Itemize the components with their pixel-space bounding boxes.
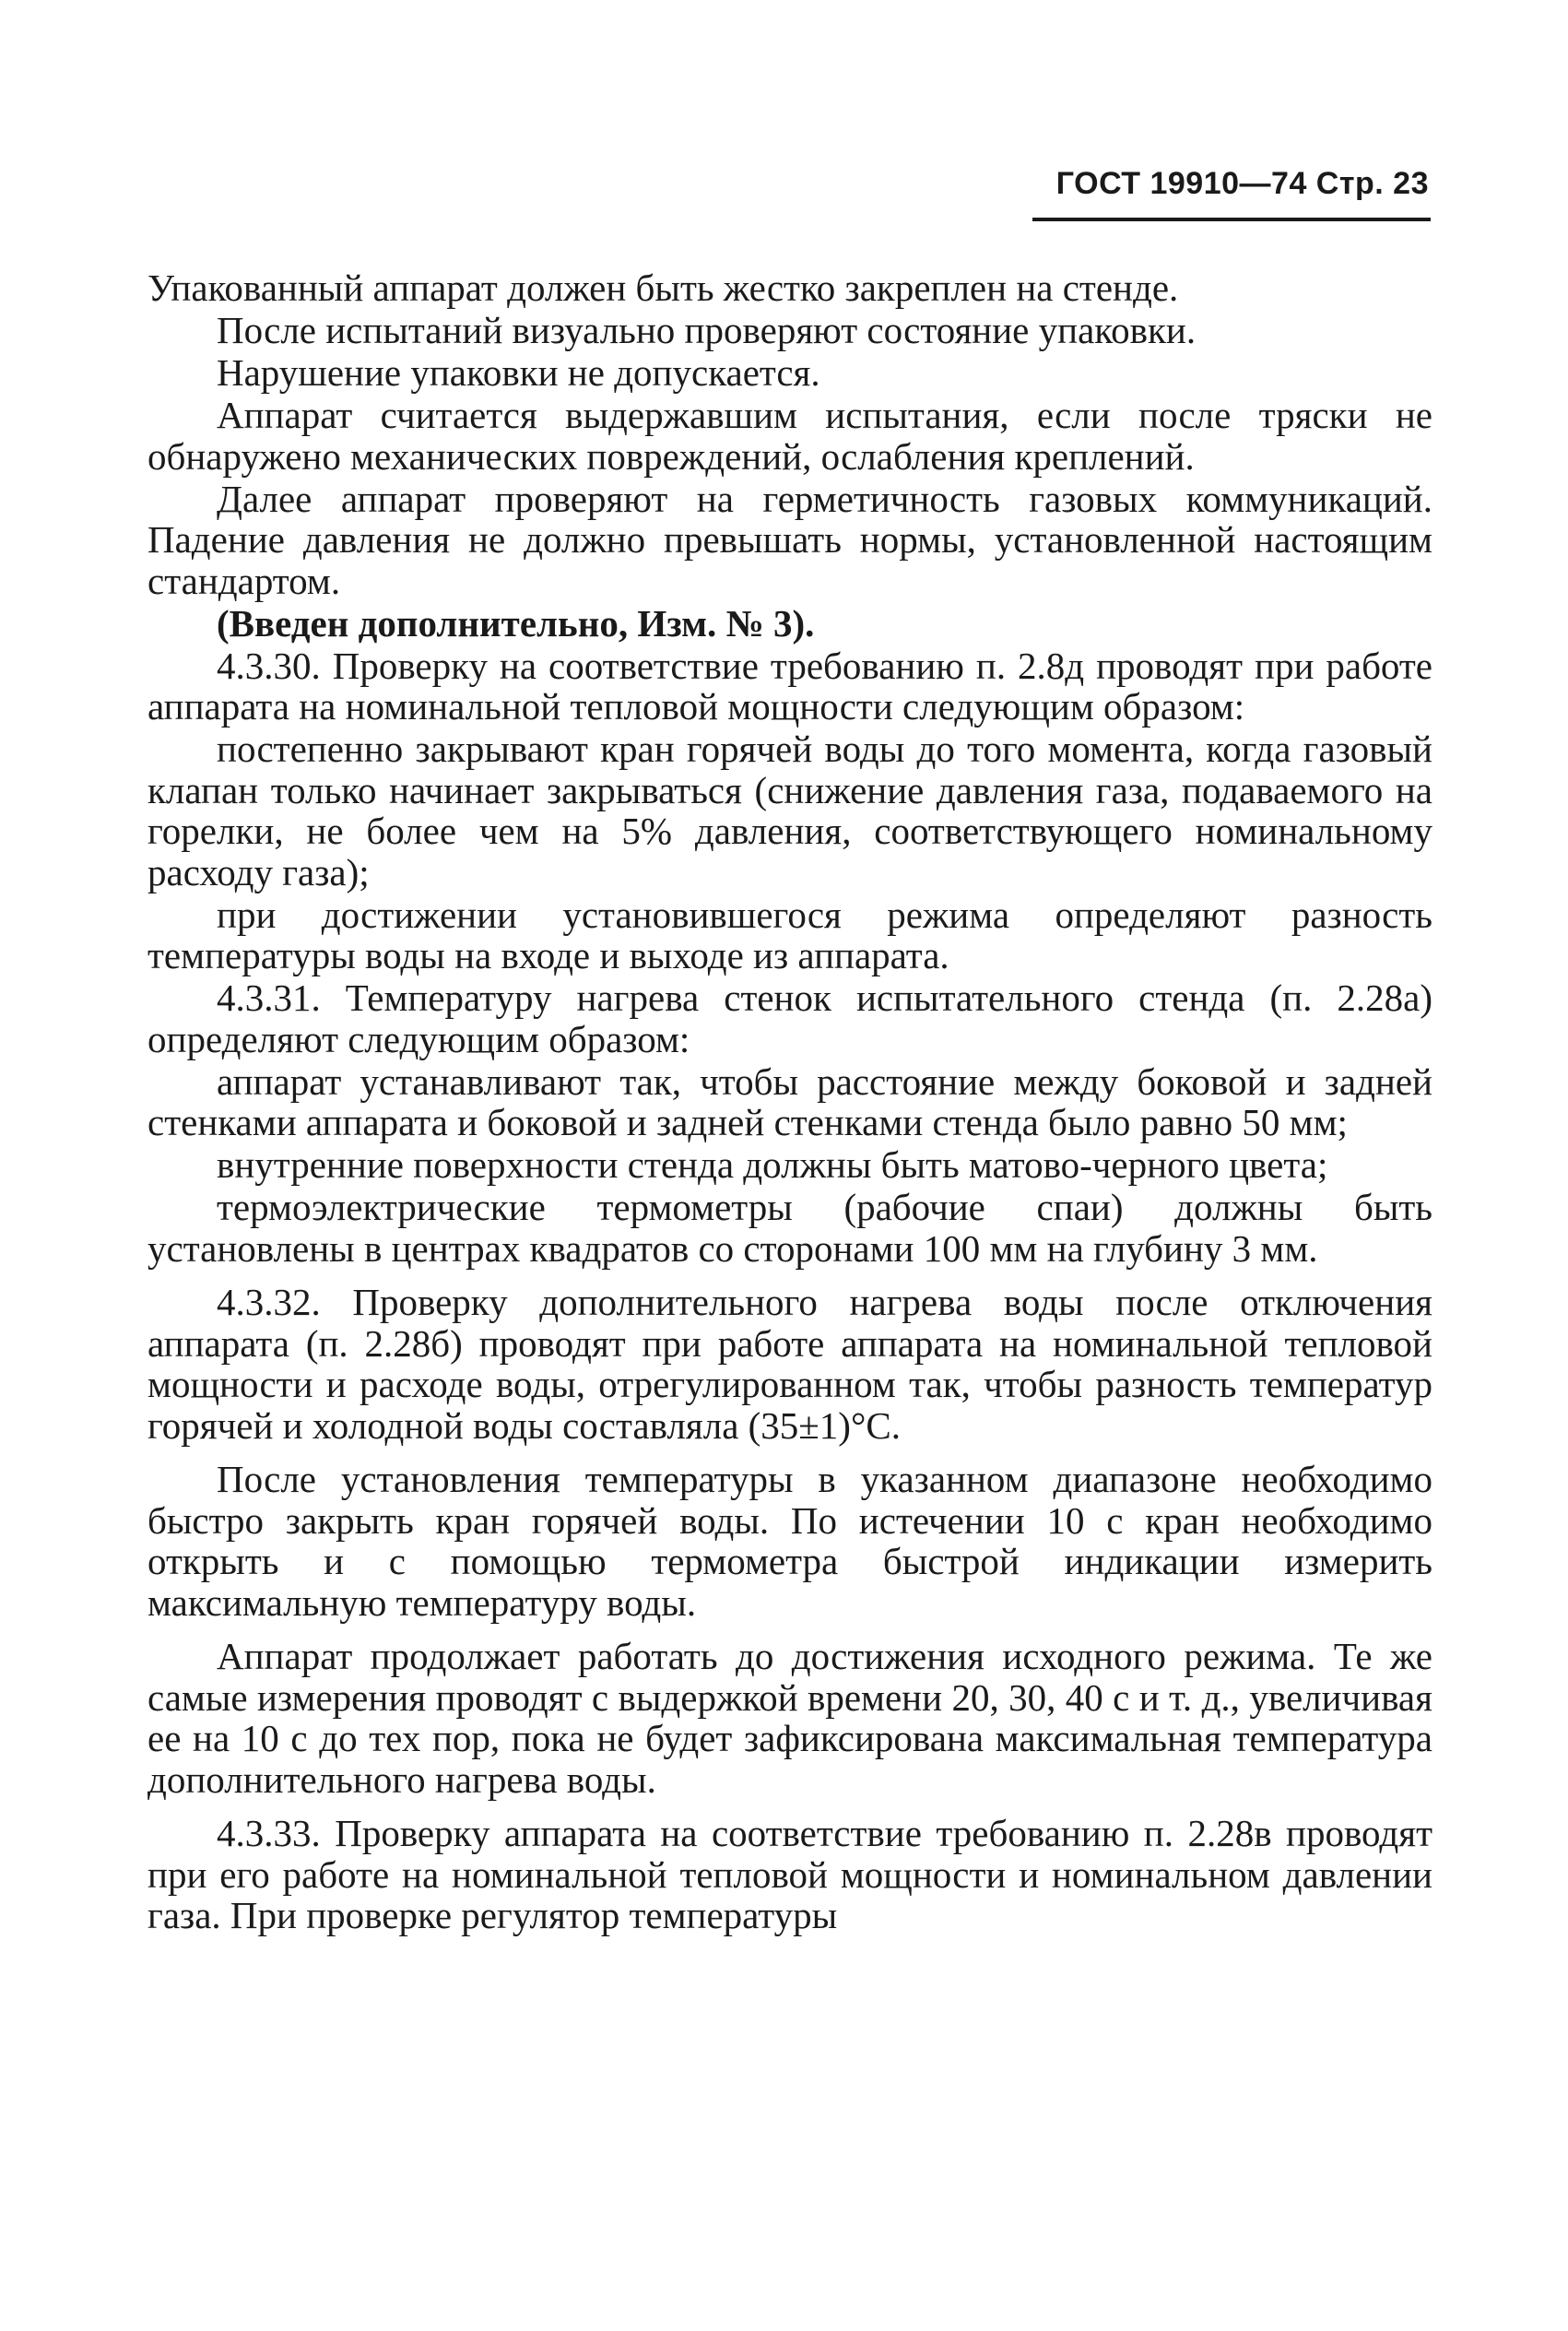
page-body: [147, 267, 1432, 1937]
paragraph-4-3-33: 4.3.33. Проверку аппарата на соответствие требованию п. 2.28в проводят при его работе на номинальной тепловой мощности и номинальном давлении газа. При проверке регулятор температуры: [147, 1812, 1432, 1936]
paragraph-test-passed: Аппарат считается выдержавшим испытания, если после тряски не обнаружено механических повреждений, ослабления креплений.: [147, 394, 1432, 478]
paragraph-amendment-note: (Введен дополнительно, Изм. № 3).: [217, 601, 815, 645]
paragraph-4-3-30-step-1: постепенно закрывают кран горячей воды до того момента, когда газовый клапан только начинает закрываться (снижение давления газа, подаваемого на горелки, не более чем на 5% давления, соответствующего номинальному расходу газа);: [147, 728, 1432, 893]
paragraph-visual-check: После испытаний визуально проверяют состояние упаковки.: [217, 309, 1197, 351]
paragraph-4-3-31: 4.3.31. Температуру нагрева стенок испытательного стенда (п. 2.28а) определяют следующим образом:: [147, 976, 1432, 1060]
running-header: ГОСТ 19910—74 Стр. 23: [1055, 166, 1429, 201]
paragraph-4-3-30: 4.3.30. Проверку на соответствие требованию п. 2.8д проводят при работе аппарата на номинальной тепловой мощности следующим образом:: [147, 644, 1432, 728]
paragraph-4-3-31-step-1: аппарат устанавливают так, чтобы расстояние между боковой и задней стенками аппарата и боковой и задней стенками стенда было равно 50 мм;: [147, 1059, 1432, 1143]
paragraph-4-3-32-repeat: Аппарат продолжает работать до достижения исходного режима. Те же самые измерения проводят с выдержкой времени 20, 30, 40 с и т. д., увеличивая ее на 10 с до тех пор, пока не будет зафиксирована максимальная температура дополнительного нагрева воды.: [147, 1635, 1432, 1801]
paragraph-4-3-31-step-3: термоэлектрические термометры (рабочие спаи) должны быть установлены в центрах квадратов со сторонами 100 мм на глубину 3 мм.: [147, 1186, 1432, 1270]
paragraph-4-3-31-step-2: внутренние поверхности стенда должны быть матово-черного цвета;: [217, 1143, 1328, 1186]
paragraph-no-damage-allowed: Нарушение упаковки не допускается.: [217, 351, 820, 394]
paragraph-packed-device: Упакованный аппарат должен быть жестко закреплен на стенде.: [147, 266, 1179, 309]
paragraph-leak-check: Далее аппарат проверяют на герметичность газовых коммуникаций. Падение давления не должно превышать нормы, установленной настоящим стандартом.: [147, 477, 1432, 602]
header-rule: [1032, 218, 1431, 221]
paragraph-4-3-32-closing-valve: После установления температуры в указанном диапазоне необходимо быстро закрыть кран горячей воды. По истечении 10 с кран необходимо открыть и с помощью термометра быстрой индикации измерить максимальную температуру воды.: [147, 1458, 1432, 1624]
paragraph-4-3-32: 4.3.32. Проверку дополнительного нагрева воды после отключения аппарата (п. 2.28б) проводят при работе аппарата на номинальной тепловой мощности и расходе воды, отрегулированном так, чтобы разность температур горячей и холодной воды составляла (35±1)°С.: [147, 1281, 1432, 1447]
paragraph-4-3-30-step-2: при достижении установившегося режима определяют разность температуры воды на входе и выходе из аппарата.: [147, 893, 1432, 976]
